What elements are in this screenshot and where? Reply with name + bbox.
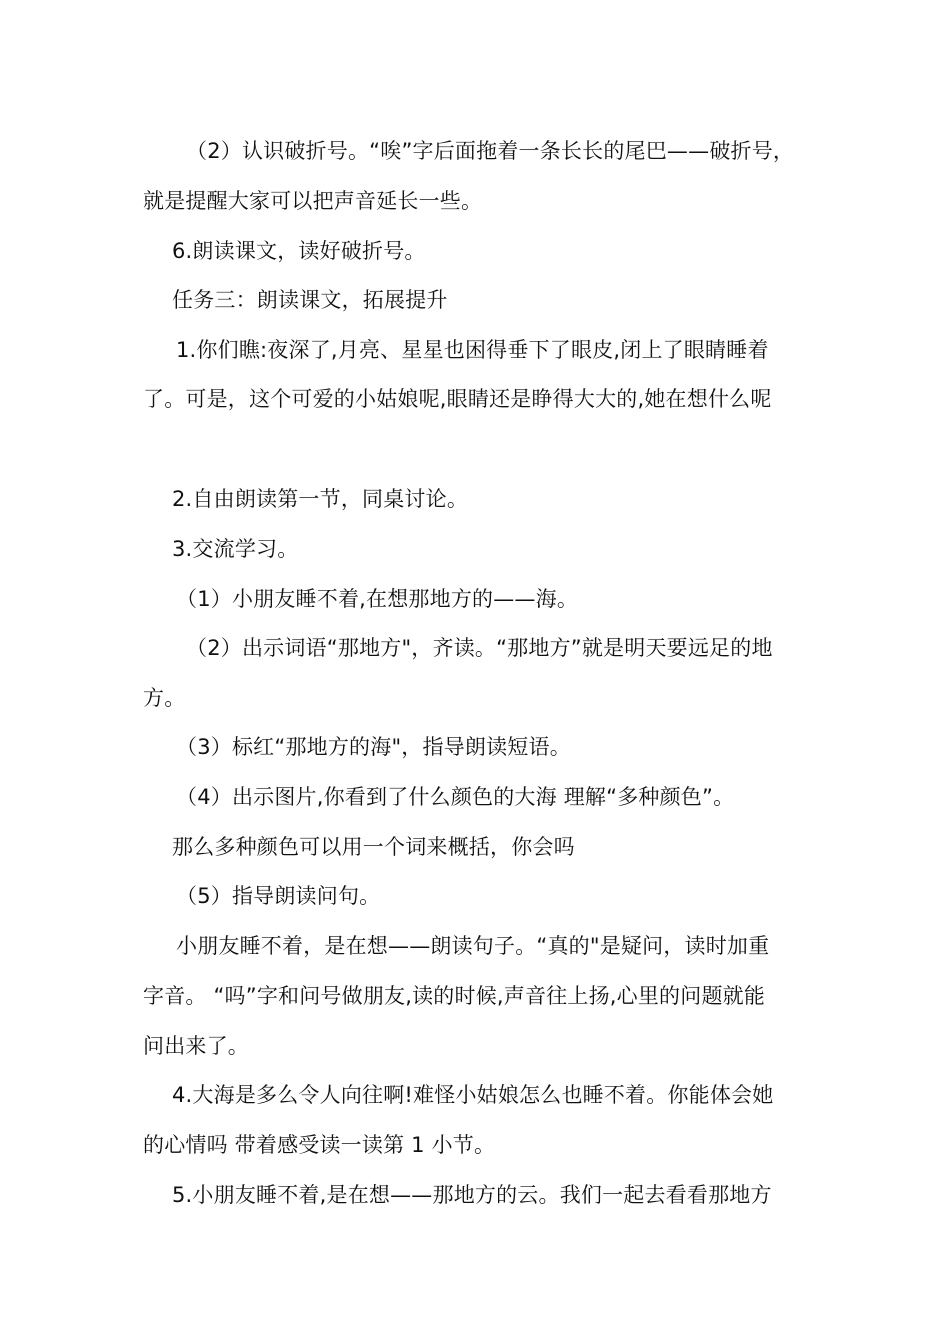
paragraph-line: （2）认识破折号。“唉”字后面拖着一条长长的尾巴——破折号， bbox=[186, 139, 795, 163]
paragraph-line: 那么多种颜色可以用一个词来概括，你会吗 bbox=[172, 835, 575, 859]
paragraph-line: 就是提醒大家可以把声音延长一些。 bbox=[143, 189, 483, 213]
section-heading: 任务三：朗读课文，拓展提升 bbox=[172, 288, 448, 312]
paragraph-line: 1.你们瞧:夜深了,月亮、星星也困得垂下了眼皮,闭上了眼睛睡着 bbox=[176, 338, 769, 362]
paragraph-line: 字音。 “吗”字和问号做朋友,读的时候,声音往上扬,心里的问题就能 bbox=[143, 984, 766, 1008]
paragraph-line: 6.朗读课文，读好破折号。 bbox=[172, 239, 426, 263]
paragraph-line: 问出来了。 bbox=[143, 1034, 249, 1058]
paragraph-line: 2.自由朗读第一节，同桌讨论。 bbox=[172, 487, 469, 511]
paragraph-line: （3）标红“那地方的海"，指导朗读短语。 bbox=[176, 735, 571, 759]
paragraph-line: 了。可是，这个可爱的小姑娘呢,眼睛还是睁得大大的,她在想什么呢 bbox=[143, 387, 772, 411]
paragraph-line: 4.大海是多么令人向往啊!难怪小姑娘怎么也睡不着。你能体会她 bbox=[172, 1083, 774, 1107]
paragraph-line: 方。 bbox=[143, 686, 186, 710]
paragraph-line: （5）指导朗读问句。 bbox=[176, 884, 381, 908]
paragraph-line: 的心情吗 带着感受读一读第 1 小节。 bbox=[143, 1133, 496, 1157]
paragraph-line: 3.交流学习。 bbox=[172, 537, 299, 561]
paragraph-line: 5.小朋友睡不着,是在想——那地方的云。我们一起去看看那地方 bbox=[172, 1183, 772, 1207]
paragraph-line: 小朋友睡不着，是在想——朗读句子。“真的"是疑问，读时加重 bbox=[176, 934, 770, 958]
paragraph-line: （2）出示词语“那地方"，齐读。“那地方”就是明天要远足的地 bbox=[186, 636, 773, 660]
paragraph-line: （1）小朋友睡不着,在想那地方的——海。 bbox=[176, 587, 579, 611]
paragraph-line: （4）出示图片,你看到了什么颜色的大海 理解“多种颜色”。 bbox=[176, 785, 735, 809]
